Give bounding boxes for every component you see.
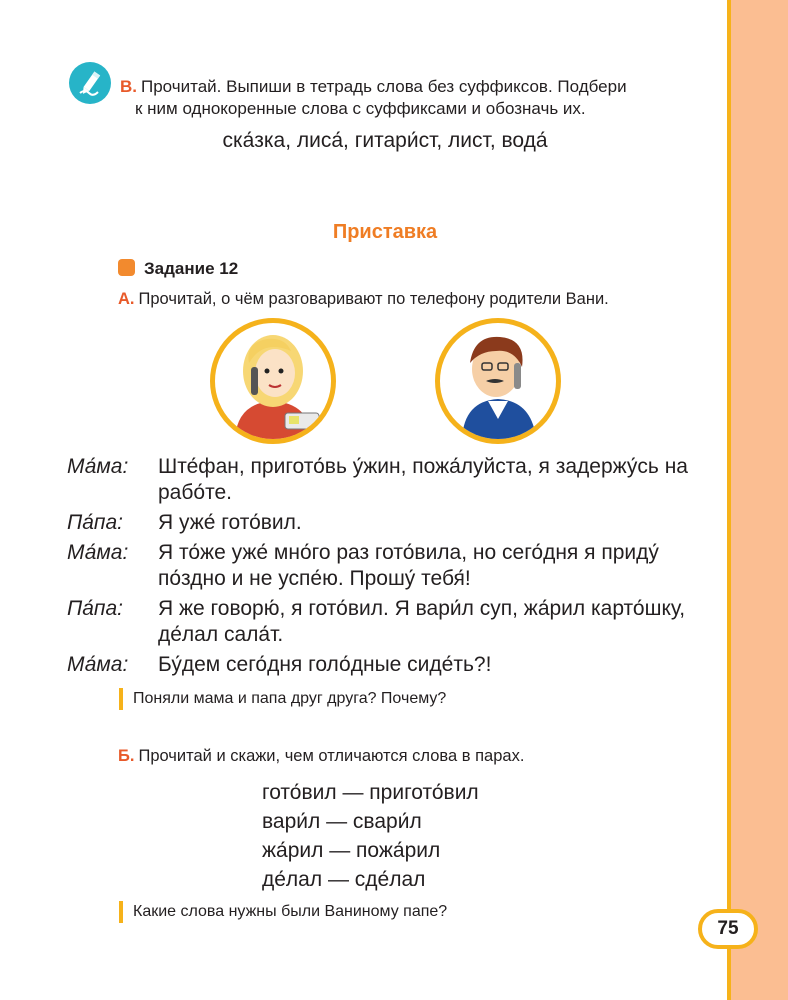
task-v-words: ска́зка, лиса́, гитари́ст, лист, вода́ — [222, 129, 548, 152]
dad-on-phone-illustration — [435, 318, 561, 444]
dialog-text: Ште́фан, пригото́вь у́жин, пожа́луйста, я задержу́сь на рабо́те. — [158, 455, 688, 504]
orange-square-icon — [118, 259, 135, 276]
word-pair: вари́л — свари́л — [262, 810, 422, 833]
task-b-text: Прочитай и скажи, чем отличаются слова в парах. — [138, 747, 525, 765]
dialog-speaker: Ма́ма: — [67, 653, 129, 676]
dialog-line — [0, 596, 728, 652]
dialog-text: Бу́дем сего́дня голо́дные сиде́ть?! — [158, 653, 492, 676]
dialog-speaker: Ма́ма: — [67, 455, 129, 478]
task12-a-instruction — [118, 290, 609, 309]
task12-header-text: Задание 12 — [144, 259, 239, 278]
task-v-letter: В. — [120, 77, 137, 96]
dialog-text: Я то́же уже́ мно́го раз гото́вила, но сего́дня я приду́ по́здно и не успе́ю. Прошу́ тебя́! — [158, 541, 659, 590]
task-v-line2: к ним однокоренные слова с суффиксами и обозначь их. — [135, 99, 586, 118]
task12-a-text: Прочитай, о чём разговаривают по телефону родители Вани. — [138, 290, 609, 308]
word-pair: гото́вил — пригото́вил — [262, 781, 479, 804]
task-b-instruction — [118, 747, 524, 766]
dialog-speaker: Па́па: — [67, 511, 123, 534]
question-understanding: Поняли мама и папа друг друга? Почему? — [119, 688, 446, 710]
pencil-icon — [69, 62, 111, 104]
word-pair: жа́рил — пожа́рил — [262, 839, 441, 862]
dialog-speaker: Ма́ма: — [67, 541, 129, 564]
page-number: 75 — [698, 909, 758, 949]
task-b-letter: Б. — [118, 747, 135, 765]
task12-a-letter: А. — [118, 290, 135, 308]
dialog-text: Я уже́ гото́вил. — [158, 511, 302, 534]
task12-header — [118, 259, 238, 279]
dialog-speaker: Па́па: — [67, 597, 123, 620]
task-v-line1: Прочитай. Выпиши в тетрадь слова без суффиксов. Подбери — [141, 77, 627, 96]
dialog-text: Я же говорю́, я гото́вил. Я вари́л суп, жа́рил карто́шку, де́лал сала́т. — [158, 597, 686, 646]
mom-on-phone-illustration — [210, 318, 336, 444]
dialog-line — [0, 454, 728, 510]
task-v-instruction — [120, 76, 720, 120]
dialog-line — [0, 510, 728, 540]
word-pairs-list — [262, 778, 479, 894]
question-needed-words: Какие слова нужны были Ваниному папе? — [119, 901, 447, 923]
dialog-line — [0, 540, 728, 596]
word-pair: де́лал — сде́лал — [262, 868, 426, 891]
section-title: Приставка — [332, 221, 438, 243]
dialog-line — [0, 652, 728, 682]
